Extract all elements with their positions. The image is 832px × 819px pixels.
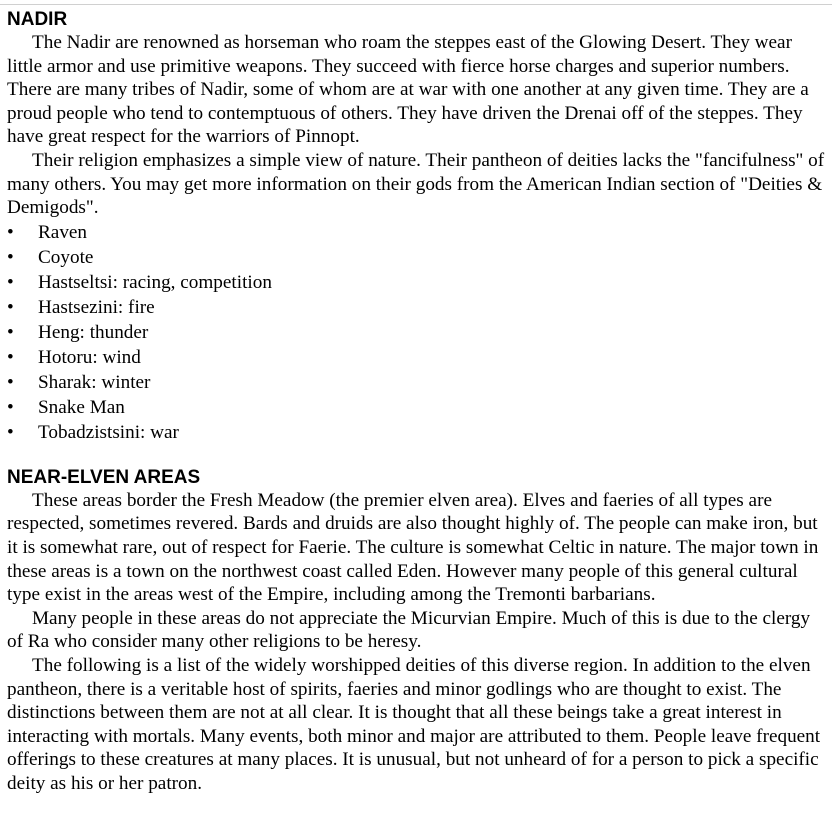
bullet-icon: • [7, 246, 14, 268]
bullet-icon: • [7, 421, 14, 443]
list-item-text: Coyote [38, 246, 94, 268]
top-divider [0, 4, 832, 5]
bullet-icon: • [7, 371, 14, 393]
bullet-icon: • [7, 321, 14, 343]
list-item-text: Raven [38, 221, 88, 243]
bullet-icon: • [7, 346, 14, 368]
list-item-text: Sharak: winter [38, 371, 151, 393]
list-item [7, 245, 829, 270]
document-body [7, 9, 829, 795]
bullet-icon: • [7, 221, 14, 243]
bullet-icon: • [7, 396, 14, 418]
list-item [7, 295, 829, 320]
list-item [7, 395, 829, 420]
list-item [7, 220, 829, 245]
bullet-icon: • [7, 296, 14, 318]
list-item-text: Heng: thunder [38, 321, 149, 343]
list-item [7, 420, 829, 445]
list-item [7, 345, 829, 370]
list-item-text: Hastseltsi: racing, competition [38, 271, 272, 293]
section-nadir [7, 9, 829, 445]
list-item-text: Tobadzistsini: war [38, 421, 179, 443]
list-item-text: Hastsezini: fire [38, 296, 155, 318]
paragraph: These areas border the Fresh Meadow (the premier elven area). Elves and faeries of all types are respected, sometimes revered. Bards and druids are also thought highly of. The people can make iron, but it is somewhat rare, out of respect for Faerie. The culture is somewhat Celtic in nature. The major town in these areas is a town on the northwest coast called Eden. However many people of this general cultural type exist in the areas west of the Empire, including among the Tremonti barbarians. [7, 489, 819, 606]
deity-list [7, 220, 829, 445]
bullet-icon: • [7, 271, 14, 293]
list-item-text: Snake Man [38, 396, 125, 418]
section-heading: NADIR [7, 9, 68, 30]
paragraph: The Nadir are renowned as horseman who roam the steppes east of the Glowing Desert. They wear little armor and use primitive weapons. They succeed with fierce horse charges and superior numbers. There are many tribes of Nadir, some of whom are at war with one another at any given time. They are a proud people who tend to contemptuous of others. They have driven the Drenai off of the steppes. They have great respect for the warriors of Pinnopt. [7, 32, 809, 148]
list-item [7, 320, 829, 345]
paragraph: Their religion emphasizes a simple view of nature. Their pantheon of deities lacks the "fancifulness" of many others. You may get more information on their gods from the American Indian section of "Deities & Demigods". [7, 149, 825, 219]
list-item-text: Hotoru: wind [38, 346, 141, 368]
section-heading: NEAR-ELVEN AREAS [7, 466, 201, 488]
paragraph: The following is a list of the widely worshipped deities of this diverse region. In addition to the elven pantheon, there is a veritable host of spirits, faeries and minor godlings who are thought to exist. The distinctions between them are not at all clear. It is thought that all these beings take a great interest in interacting with mortals. Many events, both minor and major are attributed to them. People leave frequent offerings to these creatures at many places. It is unusual, but not unheard of for a person to pick a specific deity as his or her patron. [7, 654, 821, 794]
section-near-elven-areas [7, 467, 829, 796]
section-spacer [7, 445, 829, 467]
paragraph: Many people in these areas do not appreciate the Micurvian Empire. Much of this is due to the clergy of Ra who consider many other religions to be heresy. [7, 607, 811, 653]
list-item [7, 370, 829, 395]
list-item [7, 270, 829, 295]
